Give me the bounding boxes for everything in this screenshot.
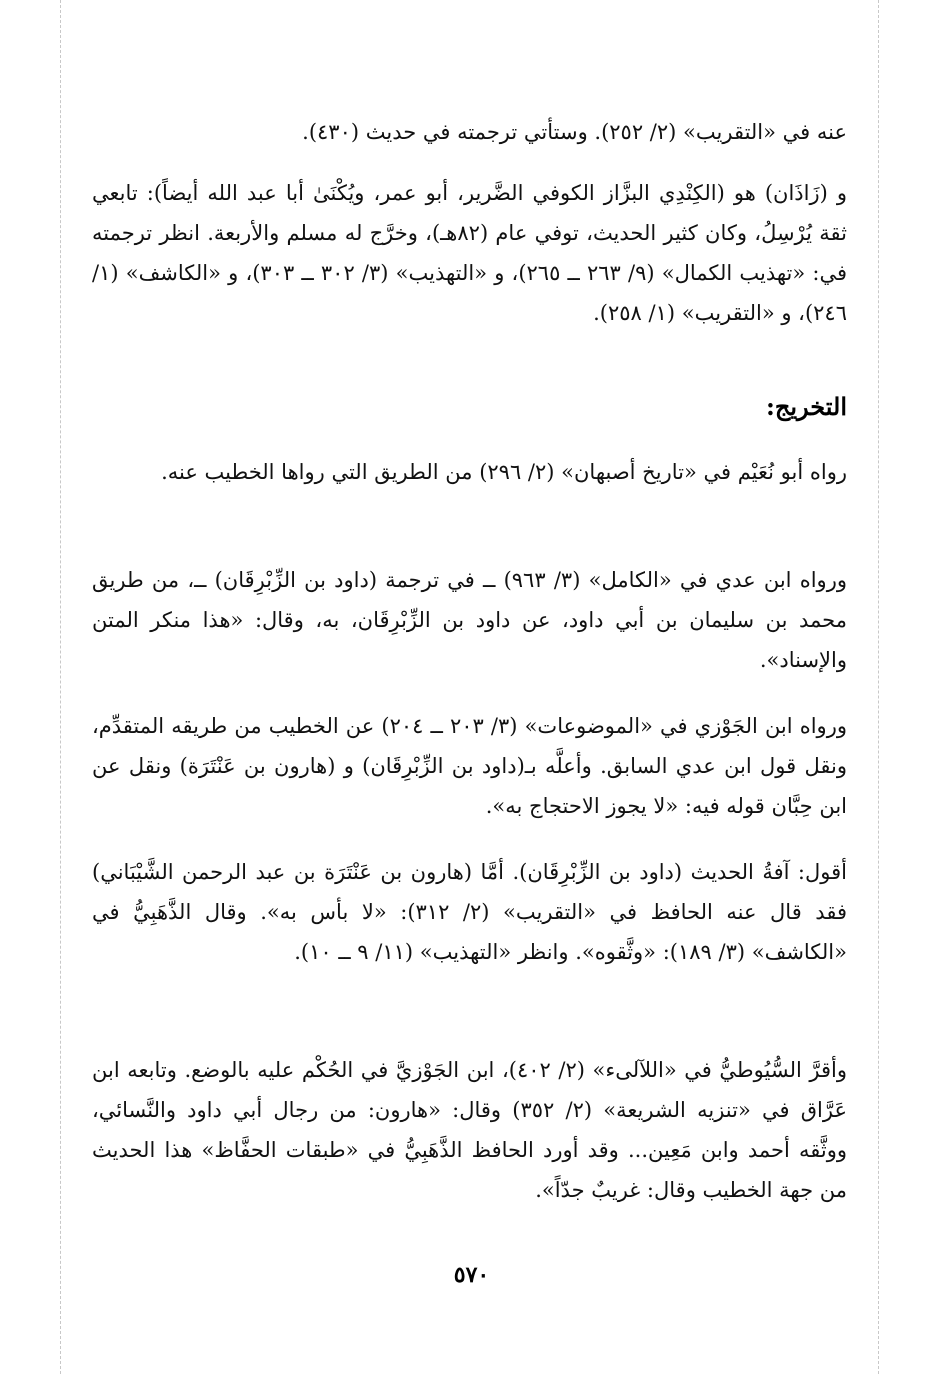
paragraph-author-comment: أقول: آفةُ الحديث (داود بن الزِّبْرِقَان). أمَّا (هارون بن عَنْتَرَة بن عبد الرحمن الشَّيْبَاني) فقد قال عنه الحافظ في «التقريب» (٢/ ٣١٢): «لا بأس به». وقال الذَّهَبِيُّ في «الكاشف» (٣/ ١٨٩): «وثَّقوه». وانظر «التهذيب» (١١/ ٩ ــ ١٠). — [92, 860, 847, 964]
paragraph-suyuti: وأقرَّ السُّيُوطيُّ في «اللآلىء» (٢/ ٤٠٢)، ابن الجَوْزيَّ في الحُكْم عليه بالوضع. وتابعه ابن عَرَّاق في «تنزيه الشريعة» (٢/ ٣٥٢) وقال: «هارون: من رجال أبي داود والنَّسائي، ووثَّقه أحمد وابن مَعِين... وقد أورد الحافظ الذَّهَبِيُّ في «طبقات الحفَّاظ» هذا الحديث من جهة الخطيب وقال: غريبٌ جدّاً». — [92, 1058, 847, 1202]
section-heading-takhrij: التخريج: — [766, 392, 847, 421]
paragraph-ibn-adi: ورواه ابن عدي في «الكامل» (٣/ ٩٦٣) ــ في ترجمة (داود بن الزِّبْرِقَان) ــ، من طريق محمد بن سليمان بن أبي داود، عن داود بن الزِّبْرِقَان، به، وقال: «هذا منكر المتن والإسناد». — [92, 568, 847, 672]
page-number: ٥٧٠ — [453, 1262, 490, 1288]
scan-margin-line-left — [60, 0, 61, 1374]
scan-margin-line-right — [878, 0, 879, 1374]
paragraph-ibn-jawzi: ورواه ابن الجَوْزي في «الموضوعات» (٣/ ٢٠٣ ــ ٢٠٤) عن الخطيب من طريقه المتقدِّم، ونقل قول ابن عدي السابق. وأعلَّه بـ(داود بن الزِّبْرِقَان) و (هارون بن عَنْتَرَة) ونقل عن ابن حِبَّان قوله فيه: «لا يجوز الاحتجاج به». — [92, 714, 847, 818]
paragraph-narrator-tail: عنه في «التقريب» (٢/ ٢٥٢). وستأتي ترجمته في حديث (٤٣٠). — [302, 120, 847, 144]
paragraph-abu-nuaym: رواه أبو نُعَيْم في «تاريخ أصبهان» (٢/ ٢٩٦) من الطريق التي رواها الخطيب عنه. — [161, 460, 847, 484]
paragraph-zadhan-bio: و (زَاذَان) هو (الكِنْدِي البزَّاز الكوفي الضَّرير، أبو عمر، ويُكْنَىٰ أبا عبد الله أيضاً): تابعي ثقة يُرْسِلُ، وكان كثير الحديث، توفي عام (٨٢هـ)، وخرَّج له مسلم والأربعة. انظر ترجمته في: «تهذيب الكمال» (٩/ ٢٦٣ ــ ٢٦٥)، و «التهذيب» (٣/ ٣٠٢ ــ ٣٠٣)، و «الكاشف» (١/ ٢٤٦)، و «التقريب» (١/ ٢٥٨). — [92, 181, 848, 325]
